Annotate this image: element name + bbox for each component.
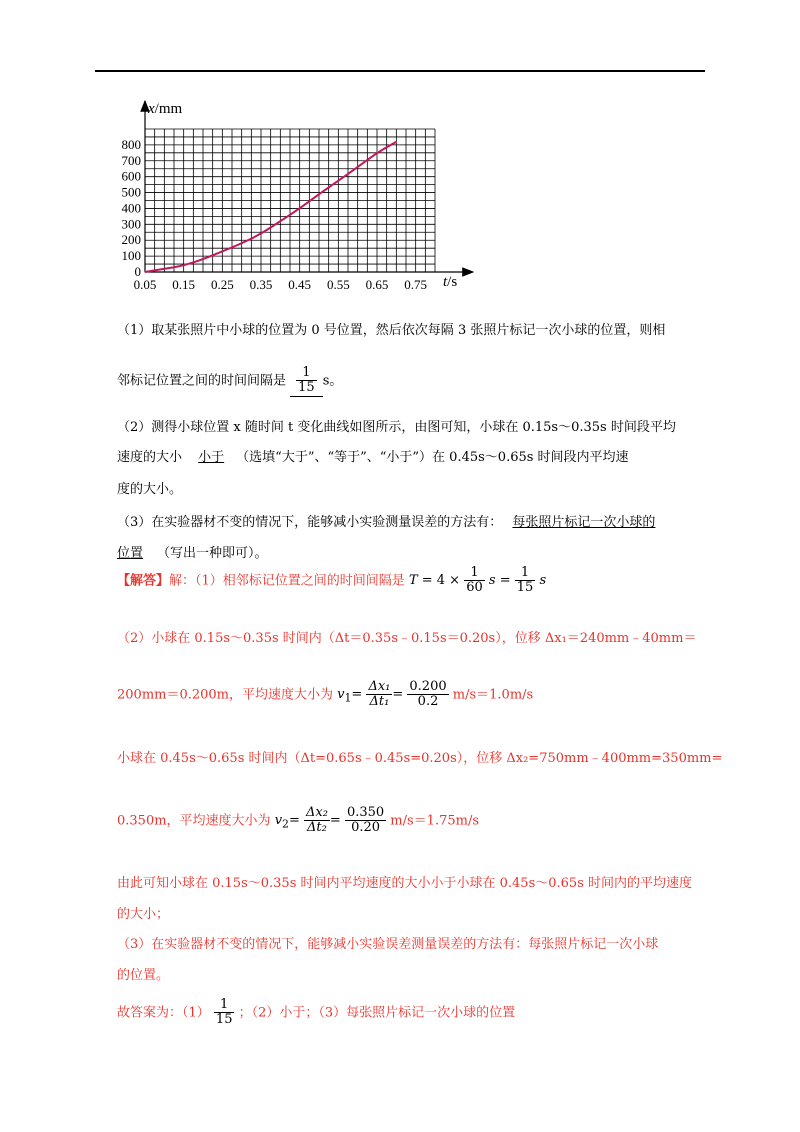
solution-s2-line6: 的大小； <box>117 907 170 922</box>
q3-line2 <box>117 542 268 561</box>
series-point <box>396 141 397 142</box>
v1-formula: $v_1=$ $\frac{\text{Δx₁}}{\text{Δt₁}}$ = $\frac{0.200}{0.2}$ <box>337 679 447 710</box>
q2-line2 <box>117 446 629 465</box>
series-point <box>299 208 300 209</box>
q1-answer-den: 15 <box>298 380 315 396</box>
solution-s3-line1: （3）在实验器材不变的情况下，能够减小实验误差测量误差的方法有：每张照片标记一次小球 <box>117 937 659 952</box>
y-tick-label: 300 <box>121 216 141 232</box>
x-tick-label: 0.25 <box>210 277 234 292</box>
series-point <box>280 221 281 222</box>
x-tick-label: 0.55 <box>326 277 350 292</box>
q3-line2-post: （写出一种即可）。 <box>157 546 268 561</box>
solution-s2-line3: 小球在 0.45s～0.65s 时间内（Δt=0.65s﹣0.45s=0.20s），位移 Δx₂=750mm﹣400mm=350mm= <box>117 751 723 766</box>
y-axis-label: x/mm <box>148 101 183 117</box>
x-tick-label: 0.35 <box>249 277 273 292</box>
solution-s1-pre: 解：（1）相邻标记位置之间的时间间隔是 <box>169 573 405 589</box>
y-tick-label: 200 <box>121 232 141 248</box>
q1-answer-blank <box>290 366 323 397</box>
x-tick-label: 0.65 <box>365 277 389 292</box>
q3-line1 <box>117 511 655 530</box>
solution-s3-line2: 的位置。 <box>117 968 170 983</box>
x-axis-label: t/s <box>443 274 458 290</box>
x-tick-label: 0.15 <box>172 277 196 292</box>
q3-answer-part1: 每张照片标记一次小球的 <box>512 515 656 530</box>
q2-line2-pre: 速度的大小 <box>117 450 183 465</box>
q1-answer-fraction <box>296 366 317 396</box>
series-point <box>183 265 184 266</box>
x-tick-label: 0.05 <box>133 277 157 292</box>
q1-line2 <box>117 366 342 397</box>
q1-line2-pre: 邻标记位置之间的时间间隔是 <box>117 373 287 389</box>
y-tick-label: 600 <box>121 168 141 184</box>
xt-chart <box>100 95 480 300</box>
series-point <box>376 152 377 153</box>
q2-line2-post: （选填“大于”、“等于”、“小于”）在 0.45s～0.65s 时间段内平均速 <box>236 450 629 465</box>
series-point <box>202 259 203 260</box>
v2-formula: $v_2=$ $\frac{\text{Δx₂}}{\text{Δt₂}}$ = $\frac{0.350}{0.20}$ <box>274 805 385 836</box>
y-tick-label: 100 <box>121 248 141 264</box>
q2-line3: 度的大小。 <box>117 482 183 497</box>
q1-line2-post: s。 <box>322 373 343 389</box>
y-tick-label: 700 <box>121 152 141 168</box>
q1-answer-num: 1 <box>302 365 311 380</box>
q3-line1-pre: （3）在实验器材不变的情况下，能够减小实验测量误差的方法有： <box>117 515 503 530</box>
solution-s1-formula: T = 4 × $\frac{1}{60}$ s = $\frac{1}{15}$ s <box>408 565 547 596</box>
q1-line1: （1）取某张照片中小球的位置为 0 号位置，然后依次每隔 3 张照片标记一次小球的位置，则相 <box>117 323 666 338</box>
series-point <box>260 233 261 234</box>
series-point <box>241 243 242 244</box>
solution-s2-line2: 200mm＝0.200m，平均速度大小为 $v_1=$ $\frac{\text{Δx₁}}{\text{Δt₁}}$ = $\frac{0.200}{0.2}$ m/s＝1.0m/s <box>117 679 534 710</box>
x-tick-label: 0.45 <box>288 277 312 292</box>
solution-s2-line1: （2）小球在 0.15s～0.35s 时间内（Δt＝0.35s﹣0.15s＝0.20s），位移 Δx₁＝240mm﹣40mm＝ <box>117 631 697 646</box>
final-answer: 故答案为：（1） $\frac{1}{15}$ ；（2）小于；（3）每张照片标记一次小球的位置 <box>117 997 516 1028</box>
q2-line1: （2）测得小球位置 x 随时间 t 变化曲线如图所示，由图可知，小球在 0.15s～0.35s 时间段平均 <box>117 420 676 435</box>
header-rule <box>95 70 705 72</box>
solution-s2-line4: 0.350m，平均速度大小为 $v_2=$ $\frac{\text{Δx₂}}{\text{Δt₂}}$ = $\frac{0.350}{0.20}$ m/s＝1.75m/s <box>117 805 479 836</box>
series-point <box>164 268 165 269</box>
solution-line1 <box>117 566 546 596</box>
series-point <box>338 180 339 181</box>
series-point <box>144 271 145 272</box>
solution-tag: 【解答】 <box>117 573 170 589</box>
y-tick-label: 500 <box>121 184 141 200</box>
y-tick-label: 800 <box>121 136 141 152</box>
solution-s2-line5: 由此可知小球在 0.15s～0.35s 时间内平均速度的大小小于小球在 0.45s～0.65s 时间内的平均速度 <box>117 876 692 891</box>
series-point <box>357 167 358 168</box>
series-point <box>222 251 223 252</box>
x-tick-label: 0.75 <box>404 277 428 292</box>
q3-answer-part2: 位置 <box>117 546 144 561</box>
q2-answer: 小于 <box>198 450 225 465</box>
series-point <box>318 194 319 195</box>
y-tick-label: 400 <box>121 200 141 216</box>
y-tick-label: 0 <box>134 264 141 279</box>
